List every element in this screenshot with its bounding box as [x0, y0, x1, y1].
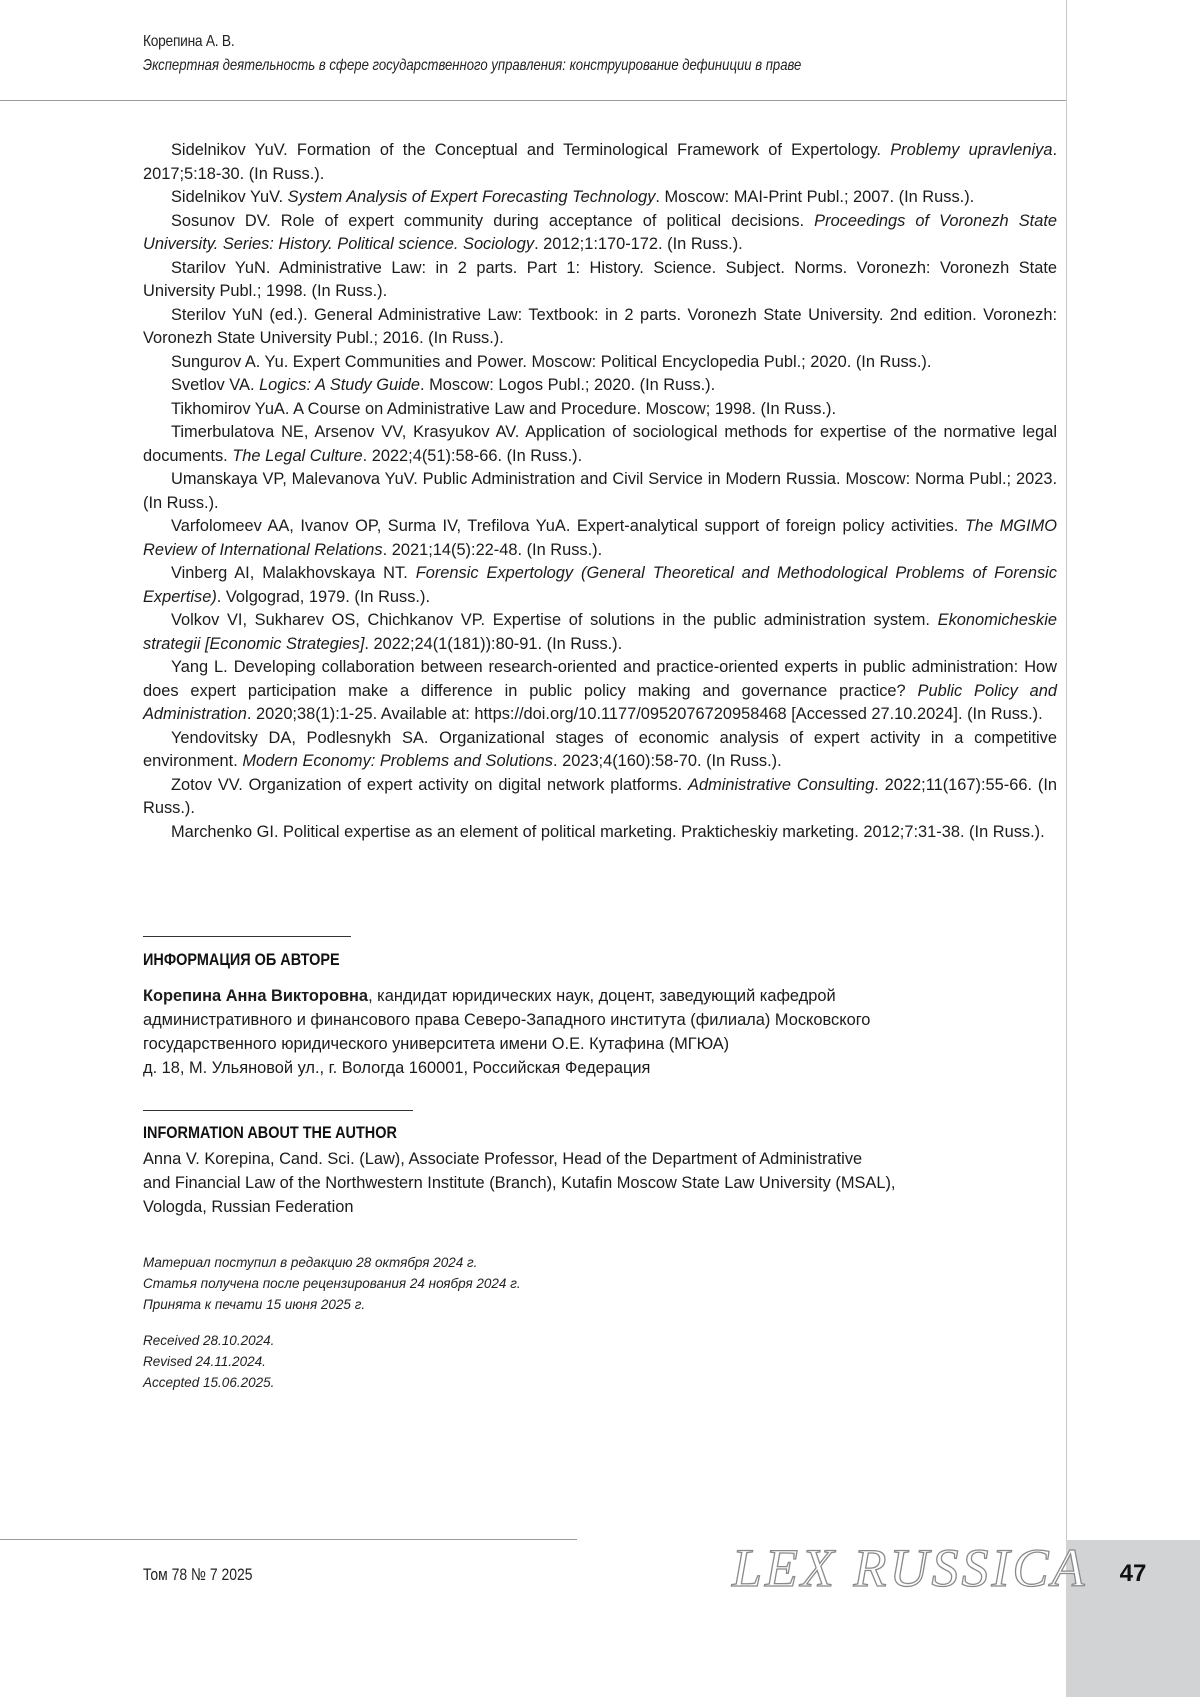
- author-line-en: and Financial Law of the Northwestern Institute (Branch), Kutafin Moscow State Law University (MSAL),: [143, 1174, 896, 1192]
- reference-source: Administrative Consulting: [688, 775, 875, 794]
- author-details-ru: , кандидат юридических наук, доцент, заведующий кафедрой административного и финансового права Северо-Западного института (филиала) Московского государственного юридического университета имени О.Е. Кутафина (МГЮА): [143, 987, 871, 1053]
- reference-source: Logics: A Study Guide: [259, 376, 421, 394]
- reference-text: Volkov VI, Sukharev OS, Chichkanov VP. Expertise of solutions in the public administration system.: [171, 611, 938, 629]
- reference-text: Umanskaya VP, Malevanova YuV. Public Administration and Civil Service in Modern Russia. Moscow: Norma Publ.; 2023. (In Russ.).: [143, 470, 1057, 512]
- reference-item: [143, 304, 1057, 351]
- reference-source: The MGIMO Review of International Relations: [143, 517, 1057, 559]
- reference-text: Yang L. Developing collaboration between research-oriented and practice-oriented experts in public administration: How does expert participation make a difference in public policy making and governance practice?: [143, 658, 1057, 700]
- reference-item: [143, 727, 1057, 774]
- header-article-title: Экспертная деятельность в сфере государственного управления: конструирование дефиниции в праве: [143, 57, 802, 74]
- reference-item: [143, 421, 1057, 468]
- reference-text: . Moscow: MAI-Print Publ.; 2007. (In Russ.).: [655, 188, 975, 206]
- reference-item: [143, 774, 1057, 821]
- reference-text: . 2012;1:170-172. (In Russ.).: [534, 235, 743, 253]
- date-accepted-en: Accepted 15.06.2025.: [143, 1375, 275, 1390]
- reference-item: [143, 210, 1057, 257]
- reference-text: Sidelnikov YuV.: [171, 188, 288, 206]
- reference-item: [143, 139, 1057, 186]
- reference-item: [143, 186, 1057, 210]
- author-line-en: Vologda, Russian Federation: [143, 1198, 354, 1216]
- author-line-en: Anna V. Korepina, Cand. Sci. (Law), Associate Professor, Head of the Department of Administrative: [143, 1150, 863, 1168]
- reference-text: Starilov YuN. Administrative Law: in 2 parts. Part 1: History. Science. Subject. Norms. Voronezh: Voronezh State University Publ.; 1998. (In Russ.).: [143, 258, 1057, 300]
- reference-source: The Legal Culture: [232, 446, 363, 465]
- author-address-ru: д. 18, М. Ульяновой ул., г. Вологда 160001, Российская Федерация: [143, 1059, 651, 1077]
- reference-source: Ekonomicheskie strategii [Economic Strategies]: [143, 611, 1057, 653]
- author-info-en: [143, 1147, 1043, 1219]
- reference-text: Yendovitsky DA, Podlesnykh SA. Organizational stages of economic analysis of expert activity in a competitive environment.: [143, 728, 1057, 770]
- reference-text: . 2021;14(5):22-48. (In Russ.).: [382, 540, 603, 559]
- reference-source: Problemy upravleniya: [890, 141, 1053, 159]
- reference-text: Timerbulatova NE, Arsenov VV, Krasyukov AV. Application of sociological methods for expertise of the normative legal documents.: [143, 423, 1057, 465]
- reference-text: . 2023;4(160):58-70. (In Russ.).: [552, 752, 782, 770]
- reference-source: Modern Economy: Problems and Solutions: [242, 752, 553, 770]
- reference-item: [143, 515, 1057, 562]
- reference-text: Marchenko GI. Political expertise as an element of political marketing. Prakticheskiy marketing. 2012;7:31-38. (In Russ.).: [171, 822, 1045, 841]
- reference-item: [143, 562, 1057, 609]
- header-divider: [0, 100, 1066, 101]
- reference-text: . Moscow: Logos Publ.; 2020. (In Russ.).: [420, 376, 716, 394]
- reference-text: Svetlov VA.: [171, 376, 260, 394]
- reference-item: [143, 351, 1057, 375]
- dates-en: [143, 1330, 843, 1393]
- reference-text: . 2022;24(1(181)):80-91. (In Russ.).: [364, 634, 623, 653]
- reference-text: . 2022;11(167):55-66. (In Russ.).: [143, 775, 1057, 817]
- running-header: [143, 33, 1043, 75]
- right-margin-bar: [1066, 0, 1200, 1697]
- reference-item: [143, 656, 1057, 727]
- journal-logo: LEX RUSSICA: [732, 1538, 1088, 1598]
- reference-source: Proceedings of Voronezh State University. Series: History. Political science. Sociology: [143, 211, 1057, 253]
- date-received-ru: Материал поступил в редакцию 28 октября 2024 г.: [143, 1255, 478, 1270]
- reference-text: Sungurov A. Yu. Expert Communities and Power. Moscow: Political Encyclopedia Publ.; 2020. (In Russ.).: [171, 352, 932, 371]
- dates-ru: [143, 1252, 843, 1315]
- date-revised-ru: Статья получена после рецензирования 24 ноября 2024 г.: [143, 1276, 521, 1291]
- reference-item: [143, 609, 1057, 656]
- author-name-ru: Корепина Анна Викторовна: [143, 987, 369, 1005]
- reference-text: Zotov VV. Organization of expert activity on digital network platforms.: [171, 775, 689, 794]
- reference-item: [143, 398, 1057, 422]
- date-revised-en: Revised 24.11.2024.: [143, 1354, 266, 1369]
- reference-text: Sidelnikov YuV. Formation of the Conceptual and Terminological Framework of Expertology.: [171, 141, 891, 159]
- reference-text: . 2017;5:18-30. (In Russ.).: [143, 141, 1057, 183]
- header-author: Корепина А. В.: [143, 33, 235, 50]
- page-number: 47: [1119, 1560, 1147, 1587]
- reference-text: Varfolomeev AA, Ivanov OP, Surma IV, Trefilova YuA. Expert-analytical support of foreign policy activities.: [171, 517, 965, 535]
- reference-item: [143, 257, 1057, 304]
- section-divider-ru: [143, 936, 351, 937]
- journal-issue: Том 78 № 7 2025: [143, 1565, 253, 1584]
- reference-item: [143, 821, 1057, 845]
- reference-source: System Analysis of Expert Forecasting Technology: [287, 188, 656, 206]
- reference-text: Sosunov DV. Role of expert community during acceptance of political decisions.: [171, 211, 815, 230]
- reference-source: Public Policy and Administration: [143, 681, 1057, 723]
- section-divider-en: [143, 1110, 413, 1111]
- reference-text: Sterilov YuN (ed.). General Administrative Law: Textbook: in 2 parts. Voronezh State University. 2nd edition. Voronezh: Voronezh State University Publ.; 2016. (In Russ.).: [143, 305, 1057, 347]
- date-accepted-ru: Принята к печати 15 июня 2025 г.: [143, 1297, 366, 1312]
- footer-divider: [0, 1539, 577, 1540]
- reference-text: Tikhomirov YuA. A Course on Administrative Law and Procedure. Moscow; 1998. (In Russ.).: [171, 399, 837, 418]
- author-info-heading-ru: ИНФОРМАЦИЯ ОБ АВТОРЕ: [143, 950, 340, 969]
- author-description-ru: [143, 984, 983, 1056]
- reference-text: Vinberg AI, Malakhovskaya NT.: [171, 564, 416, 582]
- reference-text: . Volgograd, 1979. (In Russ.).: [216, 587, 430, 606]
- reference-text: . 2022;4(51):58-66. (In Russ.).: [362, 446, 583, 465]
- date-received-en: Received 28.10.2024.: [143, 1333, 275, 1348]
- reference-list: [143, 139, 1057, 844]
- reference-text: . 2020;38(1):1-25. Available at: https://doi.org/10.1177/0952076720958468 [Accessed 27.10.2024]. (In Russ.).: [246, 705, 1043, 723]
- reference-source: Forensic Expertology (General Theoretical and Methodological Problems of Forensic Expertise): [143, 564, 1057, 606]
- author-info-heading-en: INFORMATION ABOUT THE AUTHOR: [143, 1123, 397, 1142]
- author-info-ru: [143, 984, 1043, 1080]
- reference-item: [143, 468, 1057, 515]
- reference-item: [143, 374, 1057, 398]
